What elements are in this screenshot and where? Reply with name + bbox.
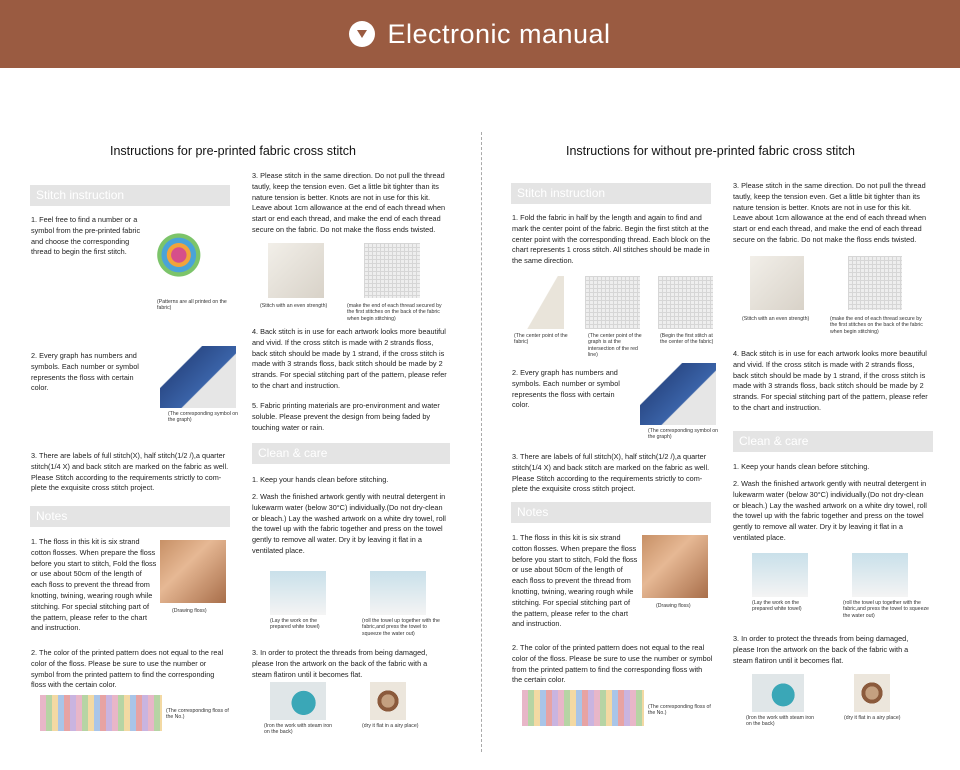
left-dry-flat-caption: (dry it flat in a airy place) [362,723,419,729]
right-note-1-caption: (Drawing floss) [656,603,691,609]
left-thread-secure-caption: (make the end of each thread secured by the first stitches on the back of the fabric when begin stitching) [347,303,442,322]
right-note-2-text: 2. The color of the printed pattern does not equal to the real color of the floss. Please be sure to use the number or symbol from the printed pattern to find the corresponding floss with the certain color. [512,643,713,685]
right-first-stitch-image [658,276,713,329]
banner [0,0,960,68]
right-towel-caption: (Lay the work on the prepared white towel) [752,600,802,613]
right-thread-secure-image [848,256,902,310]
right-dry-flat-image [854,674,890,712]
right-notes-header: Notes [511,502,711,523]
right-center-graph-image [585,276,640,329]
left-even-stitch-caption: (Stitch with an even strength) [260,303,328,309]
right-step-2-text: 2. Every graph has numbers and symbols. Each number or symbol represents the floss with certain color. [512,368,620,410]
right-clean-1-text: 1. Keep your hands clean before stitching. [733,462,870,471]
right-floss-colors-image [522,690,644,726]
chevron-down-icon [349,21,375,47]
left-symbol-chart-image [160,346,236,408]
left-towel-caption: (Lay the work on the prepared white towel) [270,618,320,631]
left-step-3-text: 3. There are labels of full stitch(X), half stitch(1/2 /),a quarter stitch(1/4 X) and back stitch are marked on the fabric as well. Please Stitch according to the requirements strictly to com-plete the exquisite cross stitch project. [31,451,229,493]
right-note-2-caption: (The corresponding floss of the No.) [648,704,711,717]
left-even-stitch-image [268,243,324,298]
left-step-5-text: 5. Fabric printing materials are pro-environment and water soluble. Please prevent the design from being faded by touching water or rain. [252,401,440,432]
left-roll-towel-caption: (roll the towel up together with the fabric,and press the towel to squeeze the water out) [362,618,440,637]
right-stitch-instruction-header: Stitch instruction [511,183,711,204]
page-title: Electronic manual [387,18,611,49]
left-clean-3-text: 3. In order to protect the threads from being damaged, please Iron the artwork on the back of the fabric with a steam flatiron until it becomes flat. [252,648,428,679]
right-step-1-text: 1. Fold the fabric in half by the length and again to find and mark the center point of the fabric. Begin the first stitch at the center point with the corresponding thread. Each block on the chart represents 1 cross stitch. All stitches should be made in the same direction. [512,213,711,266]
left-column-title: Instructions for pre-printed fabric cross stitch [110,144,356,158]
left-drawing-floss-image [160,540,226,603]
left-note-2-text: 2. The color of the printed pattern does not equal to the real color of the floss. Please be sure to use the number or symbol from the printed pattern to find the corresponding floss with the certain color. [31,648,224,690]
right-thread-secure-caption: (make the end of each thread secure by the first stitches on the back of the fabric when begin stitching) [830,316,923,335]
right-even-stitch-caption: (Stitch with an even strength) [742,316,810,322]
left-stitch-instruction-header: Stitch instruction [30,185,230,206]
right-step-2-caption: (The corresponding symbol on the graph) [648,428,719,441]
left-step-2-text: 2. Every graph has numbers and symbols. Each number or symbol represents the floss with certain color. [31,351,139,393]
right-step-3-text: 3. There are labels of full stitch(X), half stitch(1/2 /),a quarter stitch(1/4 X) and back stitch are marked on the fabric as well. Please Stitch according to the requirements strictly to com-plete the exquisite cross stitch project. [512,452,710,494]
right-even-stitch-image [750,256,804,310]
left-pattern-fabric-image [150,215,214,295]
left-note-1-caption: (Drawing floss) [172,608,207,614]
left-step-3b-text: 3. Please stitch in the same direction. Do not pull the thread tautly, keep the tension even. Get a little bit tighter than its nature tension is better. Knots are not in use for this kit. Leave about 1cm allowance at the end of each thread when start or end each thread, and make the end of each thread secure on the fabric. Do not make the floss ends twisted. [252,171,446,234]
right-drawing-floss-image [642,535,708,598]
left-floss-colors-image [40,695,162,731]
left-clean-2-text: 2. Wash the finished artwork gently with neutral detergent in lukewarm water (below 30°C) individually.(Do not dry-clean or bleach.) Lay the washed artwork on a white dry towel, roll the towel up with the fabric together and press on the towel gently to remove all water. Dry it by leaving it flat in a ventilated place. [252,492,446,555]
left-dry-flat-image [370,682,406,720]
right-roll-towel-image [852,553,908,597]
right-center-graph-caption: (The center point of the graph is at the intersection of the red line) [588,333,642,359]
right-center-fabric-caption: (The center point of the fabric) [514,333,568,346]
right-center-fabric-image [512,276,564,329]
right-step-4-text: 4. Back stitch is in use for each artwork looks more beautiful and vivid. If the cross stitch is made with 2 strands floss, back stitch should be made by 1 strand, if the cross stitch is made with 3 strands floss, back stitch should be made by 2 strands. For special stitching part of the pattern, please refer to the chart and instruction. [733,349,928,412]
right-towel-image [752,553,808,597]
left-step-1-text: 1. Feel free to find a number or a symbol from the pre-printed fabric and choose the corresponding thread to begin the first stitch. [31,215,141,257]
right-iron-caption: (Iron the work with steam iron on the back) [746,715,815,728]
right-roll-towel-caption: (roll the towel up together with the fabric,and press the towel to squeeze the water out) [843,600,929,619]
left-step-1-caption: (Patterns are all printed on the fabric) [157,299,227,312]
right-symbol-chart-image [640,363,716,425]
column-divider [481,132,482,752]
left-step-4-text: 4. Back stitch is in use for each artwork looks more beautiful and vivid. If the cross stitch is made with 2 strands floss, back stitch should be made by 1 strand, if the cross stitch is made with 3 strands floss, back stitch should be made by 2 strands. For special stitching part of the pattern, please refer to the chart and instruction. [252,327,447,390]
left-notes-header: Notes [30,506,230,527]
left-step-2-caption: (The corresponding symbol on the graph) [168,411,239,424]
left-note-1-text: 1. The floss in this kit is six strand cotton flosses. When prepare the floss before you start to stitch, Fold the floss or use about 50cm of the length of each floss to prevent the thread from knotting, twining, wearing rough while stitching. For special stitching part of the pattern, please refer to the chart and instruction. [31,537,157,633]
left-clean-1-text: 1. Keep your hands clean before stitching. [252,475,389,484]
right-first-stitch-caption: (Begin the first stitch at the center of the fabric) [660,333,714,346]
left-iron-caption: (Iron the work with steam iron on the back) [264,723,333,736]
right-step-3b-text: 3. Please stitch in the same direction. Do not pull the thread tautly, keep the tension even. Get a little bit tighter than its nature tension is better. Knots are not in use for this kit. Leave about 1cm allowance at the end of each thread when start or end each thread, and make the end of each thread secure on the fabric. Do not make the floss ends twisted. [733,181,927,244]
right-clean-3-text: 3. In order to protect the threads from being damaged, please Iron the artwork on the back of the fabric with a steam flatiron until it becomes flat. [733,634,909,665]
left-iron-image [270,682,326,720]
right-note-1-text: 1. The floss in this kit is six strand cotton flosses. When prepare the floss before you start to stitch, Fold the floss or use about 50cm of the length of each floss to prevent the thread from knotting, twining, wearing rough while stitching. For special stitching part of the pattern, please refer to the chart and instruction. [512,533,638,629]
left-clean-care-header: Clean & care [252,443,450,464]
right-iron-image [752,674,804,712]
right-clean-care-header: Clean & care [733,431,933,452]
left-roll-towel-image [370,571,426,615]
left-note-2-caption: (The corresponding floss of the No.) [166,708,229,721]
right-clean-2-text: 2. Wash the finished artwork gently with neutral detergent in lukewarm water (below 30°C) individually.(Do not dry-clean or bleach.) Lay the washed artwork on a white dry towel, roll the towel up with the fabric together and press on the towel gently to remove all water. Dry it by leaving it flat in a ventilated place. [733,479,927,542]
left-towel-image [270,571,326,615]
right-column-title: Instructions for without pre-printed fabric cross stitch [566,144,856,158]
right-dry-flat-caption: (dry it flat in a airy place) [844,715,901,721]
left-thread-secure-image [364,243,420,298]
